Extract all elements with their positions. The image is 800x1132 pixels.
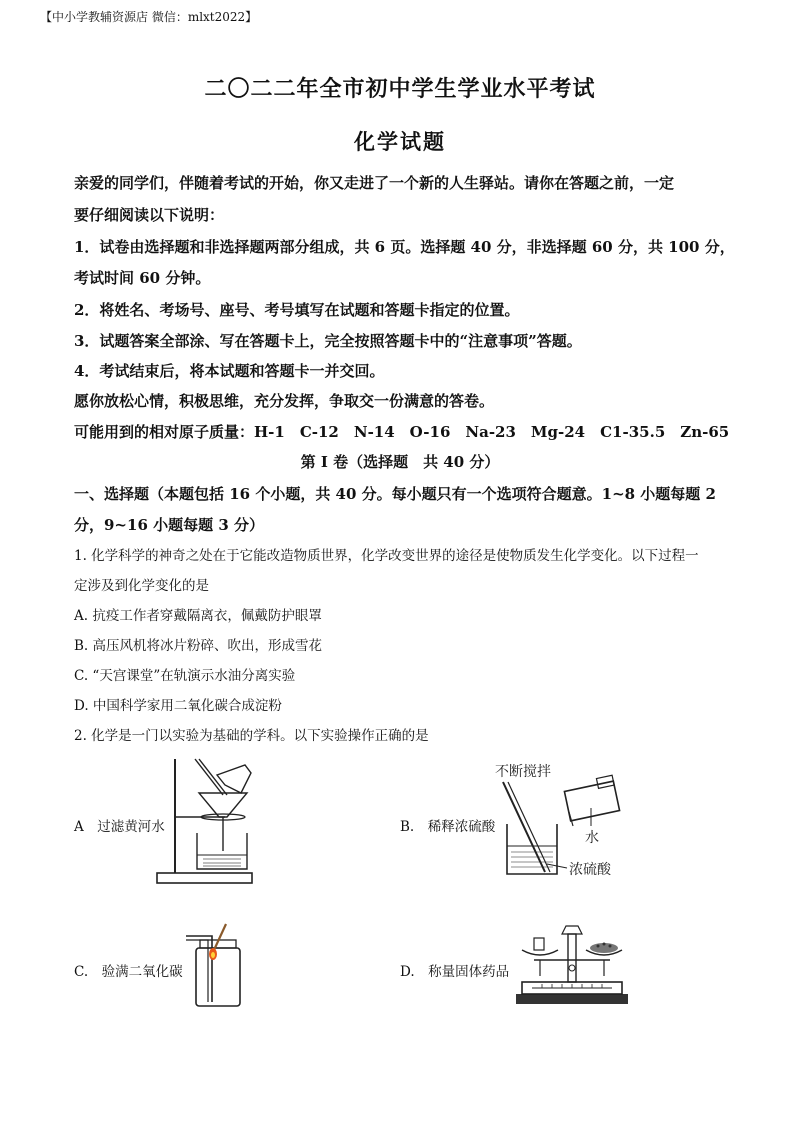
q1-option-a: A. 抗疫工作者穿戴隔离衣，佩戴防护眼罩 [74,608,322,624]
intro-line: 4．考试结束后，将本试题和答题卡一并交回。 [74,362,385,380]
co2-collection-figure [180,918,250,1010]
part-heading: 一、选择题（本题包括 16 个小题，共 40 分。每小题只有一个选项符合题意。1~8 小题每题 2 [74,485,716,503]
q1-option-d: D. 中国科学家用二氧化碳合成淀粉 [74,698,282,714]
stir-label: 不断搅拌 [495,764,551,780]
q1-stem: 1. 化学科学的神奇之处在于它能改造物质世界，化学改变世界的途径是使物质发生化学变化。以下过程一 [74,548,699,564]
section-title: 第 I 卷（选择题 共 40 分） [300,453,500,471]
balance-figure [512,920,632,1008]
part-heading: 分，9~16 小题每题 3 分） [74,516,264,534]
atomic-mass-line: 可能用到的相对原子质量：H-1 C-12 N-14 O-16 Na-23 Mg-24 C1-35.5 Zn-65 [74,423,730,441]
q2-option-c-caption: C. 验满二氧化碳 [74,964,183,980]
q2-option-b-caption: B. 稀释浓硫酸 [400,819,496,835]
acid-label: 浓硫酸 [569,862,611,878]
q2-option-d-caption: D. 称量固体药品 [400,964,510,980]
q2-option-a-caption: A 过滤黄河水 [74,819,165,835]
dilution-apparatus-figure [495,762,635,882]
intro-line: 3．试题答案全部涂、写在答题卡上，完全按照答题卡中的“注意事项”答题。 [74,332,582,350]
exam-title: 二〇二二年全市初中学生学业水平考试 [204,76,596,102]
exam-subtitle: 化学试题 [354,129,446,154]
q1-option-c: C. “天宫课堂”在轨演示水油分离实验 [74,668,296,684]
intro-line: 愿你放松心情，积极思维，充分发挥，争取交一份满意的答卷。 [74,392,495,410]
water-label: 水 [585,830,599,846]
filtration-apparatus-figure [155,755,260,887]
intro-line: 1．试卷由选择题和非选择题两部分组成，共 6 页。选择题 40 分，非选择题 60 分，共 100 分， [74,238,735,256]
intro-line: 要仔细阅读以下说明： [74,206,225,224]
intro-line: 亲爱的同学们，伴随着考试的开始，你又走进了一个新的人生驿站。请你在答题之前，一定 [74,174,675,192]
q1-option-b: B. 高压风机将冰片粉碎、吹出，形成雪花 [74,638,323,654]
intro-line: 考试时间 60 分钟。 [74,269,211,287]
q2-stem: 2. 化学是一门以实验为基础的学科。以下实验操作正确的是 [74,728,429,744]
intro-line: 2．将姓名、考场号、座号、考号填写在试题和答题卡指定的位置。 [74,301,520,319]
page-header: 【中小学教辅资源店 微信：mlxt2022】 [40,10,258,24]
q1-stem: 定涉及到化学变化的是 [74,578,209,594]
